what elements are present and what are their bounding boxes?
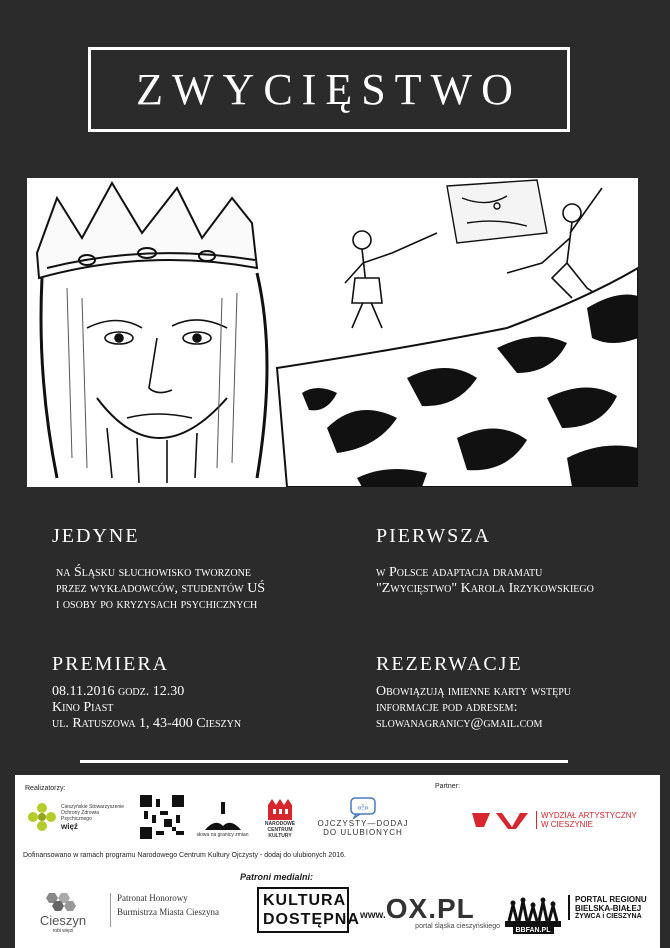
nck-line: NARODOWE [264,821,296,827]
title-frame [88,47,570,132]
kultura-line: KULTURA [263,892,347,909]
wiez-logo [23,797,135,837]
wiez-org-name: Cieszyńskie Stowarzyszenie Ochrony Zdrowia Psychicznego [61,803,125,822]
body-line: ul. Ratuszowa 1, 43-400 Cieszyn [52,716,242,731]
section-body [376,684,670,732]
patronat-line: Patronat Honorowy [117,893,188,903]
ox-subtitle: portal śląska cieszyńskiego [415,923,500,930]
portal-regionu [568,895,647,920]
ojczysty-logo [313,791,413,843]
cieszyn-name: Cieszyn [39,913,87,928]
cieszyn-logo [23,885,103,940]
nck-logo [260,793,300,843]
ox-prefix: www. [360,910,386,921]
nck-castle-icon [267,797,293,821]
kultura-dostepna-logo [257,887,360,933]
section-rezerwacje [376,653,670,732]
wydzial-line: WYDZIAŁ ARTYSTYCZNY [541,811,637,820]
body-line: na Śląsku słuchowisko tworzone [56,565,251,580]
illustration [27,178,638,487]
section-heading: PIERWSZA [376,525,491,547]
body-line: informacje pod adresem: [376,700,518,715]
wydzial-artystyczny-logo [470,805,640,835]
section-body [56,565,352,613]
body-line: Obowiązują imienne karty wstępu [376,684,571,699]
reservation-email[interactable]: slowanagranicy@gmail.com [376,716,543,731]
portal-line: PORTAL REGIONU [575,895,647,904]
kultura-line: DOSTĘPNA [263,911,360,928]
bbfan-logo [503,893,563,937]
wiez-flower-icon [27,802,57,832]
poster-title: ZWYCIĘSTWO [136,65,522,114]
bbfan-people-icon [505,897,561,927]
us-logo-icon [470,809,530,831]
ox-pl-logo [360,893,500,937]
bbfan-name: BBFAN.PL [513,927,554,934]
cieszyn-hexagons-icon [43,891,83,913]
section-jedyne [52,525,352,613]
ojczysty-line: DO ULUBIONYCH [323,828,403,837]
ojczysty-line: OJCZYSTY—DODAJ [317,819,409,828]
body-line: 08.11.2016 godz. 12.30 [52,684,185,699]
section-heading: JEDYNE [52,525,140,547]
section-heading: PREMIERA [52,653,170,675]
section-heading: REZERWACJE [376,653,523,675]
section-pierwsza [376,525,670,597]
wiez-name: więź [61,821,78,831]
realizatorzy-label: Realizatorzy: [25,785,66,792]
partner-label: Partner: [435,783,460,790]
sponsors-footer [15,775,660,948]
slowa-name: słowa na granicy zmian [196,832,249,838]
patronat-line: Burmistrza Miasta Cieszyna [117,907,219,917]
cieszyn-tagline: robi więzi [52,928,74,934]
map-drawing [447,180,547,243]
speech-bubble-icon [350,797,376,819]
qr-code[interactable] [140,795,184,839]
section-body [376,565,670,597]
body-line: i osoby po kryzysach psychicznych [56,597,258,612]
section-premiera [52,653,352,732]
svg-text:«!»: «!» [357,803,369,812]
nck-line: CENTRUM [267,827,293,833]
body-line: w Polsce adaptacja dramatu [376,565,543,580]
ox-name: OX.PL [385,893,475,924]
nck-line: KULTURY [268,833,292,839]
body-line: przez wykładowców, studentów UŚ [56,581,266,596]
body-line: Kino Piast [52,700,114,715]
patronat-honorowy [110,893,219,927]
section-body [52,684,352,732]
divider-line [80,760,568,763]
books-icon [203,800,243,832]
portal-line: ŻYWCA i CIESZYNA [575,913,642,920]
portal-line: BIELSKA-BIAŁEJ [575,904,642,913]
funding-note: Dofinansowano w ramach programu Narodowego Centrum Kultury Ojczysty - dodaj do ulubionych 2016. [23,852,346,859]
patroni-label: Patroni medialni: [240,872,314,882]
body-line: "Zwycięstwo" Karola Irzykowskiego [376,581,594,596]
illustration-drawing [27,178,638,487]
wydzial-line: W CIESZYNIE [541,820,594,829]
qr-code-icon [140,795,184,839]
slowa-na-granicy-logo [195,795,250,843]
